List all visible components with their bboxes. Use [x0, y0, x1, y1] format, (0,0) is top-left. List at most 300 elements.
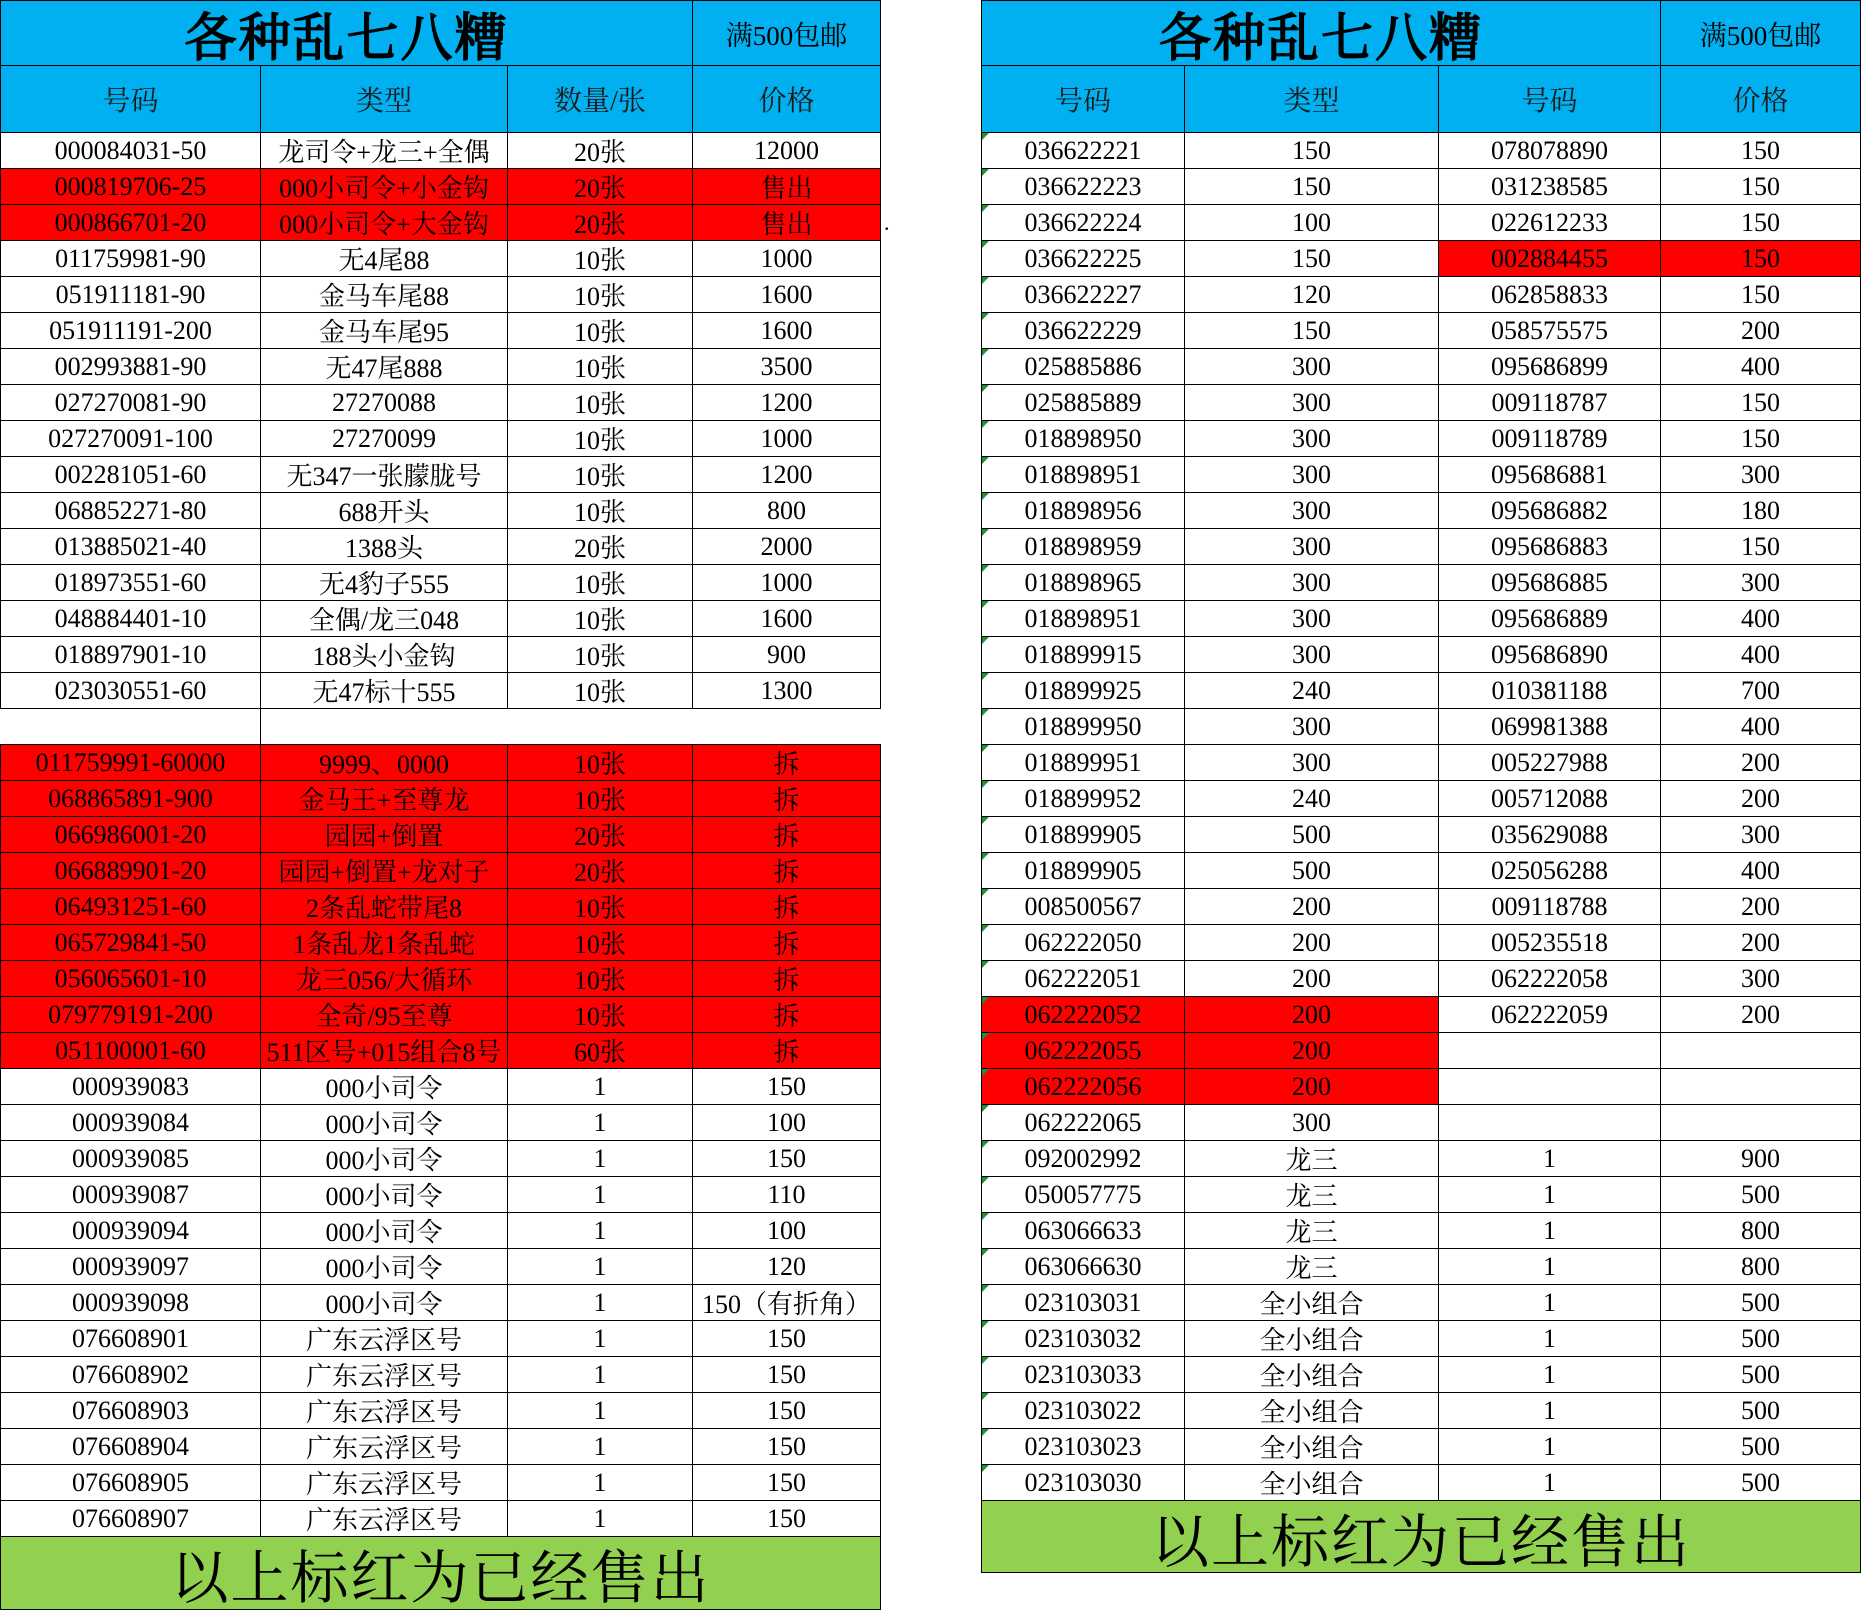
price-cell: 1000 — [693, 565, 881, 601]
quantity-cell: 20张 — [508, 817, 693, 853]
table-row — [981, 1141, 1861, 1177]
price-cell — [1661, 1105, 1861, 1141]
code-2-cell: 1 — [1439, 1429, 1661, 1465]
code-cell: 076608907 — [0, 1501, 261, 1537]
quantity-cell: 20张 — [508, 133, 693, 169]
code-2-cell: 1 — [1439, 1465, 1661, 1501]
code-cell: 079779191-200 — [0, 997, 261, 1033]
quantity-cell: 10张 — [508, 745, 693, 781]
price-cell: 拆 — [693, 1033, 881, 1069]
type-cell: 1388头 — [261, 529, 508, 565]
quantity-cell: 10张 — [508, 493, 693, 529]
table-row — [0, 493, 881, 529]
price-cell: 150 — [1661, 421, 1861, 457]
type-cell: 广东云浮区号 — [261, 1357, 508, 1393]
table-row — [981, 1177, 1861, 1213]
table-row — [0, 313, 881, 349]
code-cell: 051911191-200 — [0, 313, 261, 349]
price-cell: 150 — [1661, 385, 1861, 421]
price-cell: 1300 — [693, 673, 881, 709]
table-row — [0, 1285, 881, 1321]
price-cell: 900 — [693, 637, 881, 673]
header-code: 号码 — [0, 66, 261, 133]
quantity-cell: 1 — [508, 1105, 693, 1141]
type-cell: 300 — [1185, 745, 1439, 781]
table-row — [0, 1141, 881, 1177]
quantity-cell: 1 — [508, 1177, 693, 1213]
price-cell: 400 — [1661, 637, 1861, 673]
code-cell: 048884401-10 — [0, 601, 261, 637]
code-cell: 018898956 — [981, 493, 1185, 529]
table-row — [0, 1213, 881, 1249]
price-cell: 150 — [693, 1141, 881, 1177]
quantity-cell — [508, 709, 693, 745]
type-cell: 200 — [1185, 961, 1439, 997]
type-cell: 120 — [1185, 277, 1439, 313]
table-row — [0, 1429, 881, 1465]
table-row — [981, 385, 1861, 421]
sold-legend-footer: 以上标红为已经售出 — [981, 1501, 1861, 1573]
code-2-cell — [1439, 1069, 1661, 1105]
header-quantity: 数量/张 — [508, 66, 693, 133]
code-2-cell — [1439, 1033, 1661, 1069]
table-row — [981, 709, 1861, 745]
code-2-cell: 058575575 — [1439, 313, 1661, 349]
code-cell: 092002992 — [981, 1141, 1185, 1177]
table-row — [0, 385, 881, 421]
price-cell: 800 — [1661, 1249, 1861, 1285]
code-2-cell: 009118789 — [1439, 421, 1661, 457]
type-cell: 金马车尾95 — [261, 313, 508, 349]
code-cell: 023030551-60 — [0, 673, 261, 709]
table-row — [0, 817, 881, 853]
code-cell: 000939085 — [0, 1141, 261, 1177]
type-cell: 000小司令+小金钩 — [261, 169, 508, 205]
code-cell: 000939098 — [0, 1285, 261, 1321]
code-2-cell: 095686885 — [1439, 565, 1661, 601]
type-cell: 无47尾888 — [261, 349, 508, 385]
type-cell: 200 — [1185, 1069, 1439, 1105]
table-row — [981, 1393, 1861, 1429]
type-cell: 广东云浮区号 — [261, 1429, 508, 1465]
table-row — [981, 673, 1861, 709]
type-cell: 全偶/龙三048 — [261, 601, 508, 637]
code-cell: 025885889 — [981, 385, 1185, 421]
code-cell: 000939094 — [0, 1213, 261, 1249]
table-row — [0, 997, 881, 1033]
table-row — [0, 349, 881, 385]
price-cell: 100 — [693, 1213, 881, 1249]
type-cell: 300 — [1185, 1105, 1439, 1141]
table-row — [981, 1105, 1861, 1141]
code-2-cell: 095686883 — [1439, 529, 1661, 565]
price-cell: 800 — [693, 493, 881, 529]
table-row — [0, 781, 881, 817]
type-cell: 金马车尾88 — [261, 277, 508, 313]
type-cell: 150 — [1185, 313, 1439, 349]
table-row — [0, 601, 881, 637]
sold-legend-footer: 以上标红为已经售出 — [0, 1537, 881, 1610]
code-cell: 062222050 — [981, 925, 1185, 961]
code-cell: 062222055 — [981, 1033, 1185, 1069]
type-cell: 龙三 — [1185, 1177, 1439, 1213]
code-2-cell: 009118788 — [1439, 889, 1661, 925]
type-cell: 广东云浮区号 — [261, 1465, 508, 1501]
quantity-cell: 1 — [508, 1141, 693, 1177]
type-cell: 300 — [1185, 421, 1439, 457]
type-cell: 全小组合 — [1185, 1285, 1439, 1321]
price-cell: 400 — [1661, 601, 1861, 637]
type-cell: 300 — [1185, 349, 1439, 385]
code-cell: 027270081-90 — [0, 385, 261, 421]
header-code: 号码 — [981, 66, 1185, 133]
header-row — [981, 66, 1861, 133]
type-cell: 240 — [1185, 781, 1439, 817]
quantity-cell: 10张 — [508, 241, 693, 277]
table-row — [981, 961, 1861, 997]
table-body — [0, 133, 881, 1537]
price-cell: 400 — [1661, 709, 1861, 745]
type-cell: 2条乱蛇带尾8 — [261, 889, 508, 925]
type-cell: 188头小金钩 — [261, 637, 508, 673]
price-cell: 180 — [1661, 493, 1861, 529]
code-2-cell: 022612233 — [1439, 205, 1661, 241]
code-cell: 056065601-10 — [0, 961, 261, 997]
quantity-cell: 1 — [508, 1249, 693, 1285]
type-cell: 龙三 — [1185, 1141, 1439, 1177]
price-cell: 900 — [1661, 1141, 1861, 1177]
code-2-cell: 095686881 — [1439, 457, 1661, 493]
code-cell: 018899925 — [981, 673, 1185, 709]
quantity-cell: 20张 — [508, 169, 693, 205]
quantity-cell: 10张 — [508, 673, 693, 709]
table-row — [0, 1465, 881, 1501]
code-cell: 068865891-900 — [0, 781, 261, 817]
price-cell: 售出 — [693, 169, 881, 205]
price-cell: 拆 — [693, 889, 881, 925]
code-cell: 023103033 — [981, 1357, 1185, 1393]
table-row — [981, 637, 1861, 673]
code-cell: 013885021-40 — [0, 529, 261, 565]
code-cell: 000084031-50 — [0, 133, 261, 169]
table-row — [0, 1501, 881, 1537]
type-cell: 000小司令 — [261, 1213, 508, 1249]
quantity-cell: 10张 — [508, 781, 693, 817]
code-cell: 000939084 — [0, 1105, 261, 1141]
table-row — [0, 673, 881, 709]
header-price: 价格 — [1661, 66, 1861, 133]
type-cell: 000小司令 — [261, 1177, 508, 1213]
table-row — [981, 781, 1861, 817]
quantity-cell: 10张 — [508, 997, 693, 1033]
code-2-cell: 1 — [1439, 1177, 1661, 1213]
code-cell: 011759981-90 — [0, 241, 261, 277]
code-cell: 018898951 — [981, 601, 1185, 637]
type-cell: 300 — [1185, 601, 1439, 637]
code-cell: 050057775 — [981, 1177, 1185, 1213]
quantity-cell: 1 — [508, 1429, 693, 1465]
price-cell: 700 — [1661, 673, 1861, 709]
code-2-cell: 1 — [1439, 1285, 1661, 1321]
code-cell: 023103032 — [981, 1321, 1185, 1357]
type-cell: 龙三056/大循环 — [261, 961, 508, 997]
type-cell: 无4尾88 — [261, 241, 508, 277]
type-cell: 511区号+015组合8号 — [261, 1033, 508, 1069]
type-cell: 龙三 — [1185, 1249, 1439, 1285]
price-cell: 200 — [1661, 925, 1861, 961]
table-row — [0, 1321, 881, 1357]
sheet-title: 各种乱七八糟 — [981, 0, 1661, 66]
code-2-cell: 062222058 — [1439, 961, 1661, 997]
code-2-cell: 031238585 — [1439, 169, 1661, 205]
code-2-cell: 010381188 — [1439, 673, 1661, 709]
code-cell: 023103031 — [981, 1285, 1185, 1321]
type-cell: 广东云浮区号 — [261, 1321, 508, 1357]
type-cell: 100 — [1185, 205, 1439, 241]
code-cell: 018899905 — [981, 817, 1185, 853]
price-cell: 1200 — [693, 385, 881, 421]
type-cell: 300 — [1185, 493, 1439, 529]
quantity-cell: 1 — [508, 1393, 693, 1429]
code-cell: 051100001-60 — [0, 1033, 261, 1069]
price-cell: 500 — [1661, 1465, 1861, 1501]
table-row — [0, 1177, 881, 1213]
type-cell: 000小司令 — [261, 1105, 508, 1141]
code-cell: 011759991-60000 — [0, 745, 261, 781]
table-body — [981, 133, 1861, 1501]
table-row — [0, 1105, 881, 1141]
quantity-cell: 1 — [508, 1465, 693, 1501]
table-row — [981, 313, 1861, 349]
code-cell: 018899915 — [981, 637, 1185, 673]
table-row — [0, 1393, 881, 1429]
quantity-cell: 1 — [508, 1285, 693, 1321]
title-row — [981, 0, 1861, 66]
header-code-2: 号码 — [1439, 66, 1661, 133]
table-row — [0, 1033, 881, 1069]
code-2-cell: 095686889 — [1439, 601, 1661, 637]
code-cell: 018897901-10 — [0, 637, 261, 673]
price-cell: 300 — [1661, 961, 1861, 997]
table-row — [981, 421, 1861, 457]
code-cell: 076608903 — [0, 1393, 261, 1429]
price-cell: 150 — [1661, 241, 1861, 277]
price-cell: 110 — [693, 1177, 881, 1213]
type-cell: 园园+倒置 — [261, 817, 508, 853]
price-cell: 150 — [693, 1393, 881, 1429]
quantity-cell: 10张 — [508, 925, 693, 961]
code-cell: 018899950 — [981, 709, 1185, 745]
table-row — [0, 457, 881, 493]
header-price: 价格 — [693, 66, 881, 133]
code-2-cell: 1 — [1439, 1357, 1661, 1393]
sheet-title: 各种乱七八糟 — [0, 0, 693, 66]
code-cell: 018898950 — [981, 421, 1185, 457]
table-row — [981, 1249, 1861, 1285]
price-cell: 150 — [1661, 133, 1861, 169]
price-cell — [693, 709, 881, 745]
price-cell: 150 — [1661, 169, 1861, 205]
code-cell: 076608904 — [0, 1429, 261, 1465]
price-cell: 150 — [1661, 277, 1861, 313]
code-cell: 036622224 — [981, 205, 1185, 241]
code-2-cell: 1 — [1439, 1141, 1661, 1177]
code-2-cell: 009118787 — [1439, 385, 1661, 421]
price-cell: 500 — [1661, 1285, 1861, 1321]
quantity-cell: 20张 — [508, 205, 693, 241]
table-row — [981, 133, 1861, 169]
code-2-cell: 095686882 — [1439, 493, 1661, 529]
price-cell: 500 — [1661, 1177, 1861, 1213]
free-shipping-note: 满500包邮 — [1661, 0, 1861, 66]
code-2-cell: 095686899 — [1439, 349, 1661, 385]
price-cell: 1200 — [693, 457, 881, 493]
type-cell: 金马王+至尊龙 — [261, 781, 508, 817]
table-row — [981, 1069, 1861, 1105]
code-cell: 000939083 — [0, 1069, 261, 1105]
type-cell: 27270088 — [261, 385, 508, 421]
price-cell: 2000 — [693, 529, 881, 565]
table-row — [981, 277, 1861, 313]
type-cell: 无47标十555 — [261, 673, 508, 709]
header-type: 类型 — [261, 66, 508, 133]
quantity-cell: 1 — [508, 1213, 693, 1249]
code-cell: 064931251-60 — [0, 889, 261, 925]
table-row — [981, 349, 1861, 385]
type-cell: 300 — [1185, 565, 1439, 601]
type-cell: 300 — [1185, 637, 1439, 673]
type-cell: 240 — [1185, 673, 1439, 709]
quantity-cell: 10张 — [508, 421, 693, 457]
code-cell: 076608905 — [0, 1465, 261, 1501]
type-cell: 广东云浮区号 — [261, 1393, 508, 1429]
quantity-cell: 10张 — [508, 349, 693, 385]
code-cell: 018899905 — [981, 853, 1185, 889]
code-cell: 063066630 — [981, 1249, 1185, 1285]
type-cell: 200 — [1185, 925, 1439, 961]
code-2-cell: 005712088 — [1439, 781, 1661, 817]
title-row — [0, 0, 881, 66]
type-cell: 200 — [1185, 997, 1439, 1033]
type-cell: 000小司令+大金钩 — [261, 205, 508, 241]
price-cell: 120 — [693, 1249, 881, 1285]
price-cell: 200 — [1661, 745, 1861, 781]
code-2-cell: 035629088 — [1439, 817, 1661, 853]
quantity-cell: 10张 — [508, 457, 693, 493]
price-cell — [1661, 1069, 1861, 1105]
header-type: 类型 — [1185, 66, 1439, 133]
table-row — [981, 1465, 1861, 1501]
code-cell: 008500567 — [981, 889, 1185, 925]
price-cell: 拆 — [693, 817, 881, 853]
quantity-cell: 1 — [508, 1501, 693, 1537]
price-cell: 1600 — [693, 313, 881, 349]
price-cell: 1000 — [693, 421, 881, 457]
code-cell: 066986001-20 — [0, 817, 261, 853]
price-cell: 拆 — [693, 925, 881, 961]
price-cell: 500 — [1661, 1321, 1861, 1357]
table-row — [0, 1249, 881, 1285]
price-cell: 3500 — [693, 349, 881, 385]
price-cell: 拆 — [693, 781, 881, 817]
code-2-cell: 062222059 — [1439, 997, 1661, 1033]
code-2-cell: 005227988 — [1439, 745, 1661, 781]
type-cell: 150 — [1185, 133, 1439, 169]
price-cell: 拆 — [693, 961, 881, 997]
table-row — [0, 565, 881, 601]
code-2-cell: 095686890 — [1439, 637, 1661, 673]
price-cell: 150 — [693, 1429, 881, 1465]
code-cell: 000819706-25 — [0, 169, 261, 205]
code-cell: 002281051-60 — [0, 457, 261, 493]
code-cell: 062222052 — [981, 997, 1185, 1033]
type-cell: 园园+倒置+龙对子 — [261, 853, 508, 889]
quantity-cell: 10张 — [508, 889, 693, 925]
price-cell: 150 — [1661, 529, 1861, 565]
price-cell: 800 — [1661, 1213, 1861, 1249]
code-cell: 018899951 — [981, 745, 1185, 781]
price-cell: 200 — [1661, 889, 1861, 925]
table-row — [0, 529, 881, 565]
table-row — [981, 493, 1861, 529]
quantity-cell: 1 — [508, 1357, 693, 1393]
left-sheet — [0, 0, 881, 1610]
code-cell: 065729841-50 — [0, 925, 261, 961]
code-2-cell: 005235518 — [1439, 925, 1661, 961]
price-cell: 300 — [1661, 817, 1861, 853]
price-cell: 150 — [693, 1501, 881, 1537]
type-cell: 000小司令 — [261, 1141, 508, 1177]
code-2-cell: 078078890 — [1439, 133, 1661, 169]
type-cell: 688开头 — [261, 493, 508, 529]
code-2-cell: 1 — [1439, 1393, 1661, 1429]
code-cell: 000939087 — [0, 1177, 261, 1213]
type-cell: 300 — [1185, 385, 1439, 421]
table-row — [981, 817, 1861, 853]
price-cell: 300 — [1661, 565, 1861, 601]
type-cell: 广东云浮区号 — [261, 1501, 508, 1537]
type-cell: 300 — [1185, 457, 1439, 493]
table-row — [981, 853, 1861, 889]
type-cell: 000小司令 — [261, 1249, 508, 1285]
type-cell: 全奇/95至尊 — [261, 997, 508, 1033]
right-sheet — [981, 0, 1861, 1573]
type-cell: 全小组合 — [1185, 1357, 1439, 1393]
table-row — [0, 205, 881, 241]
table-row — [0, 1069, 881, 1105]
type-cell: 1条乱龙1条乱蛇 — [261, 925, 508, 961]
type-cell: 300 — [1185, 709, 1439, 745]
type-cell: 全小组合 — [1185, 1393, 1439, 1429]
code-cell: 000866701-20 — [0, 205, 261, 241]
price-cell: 1600 — [693, 601, 881, 637]
price-cell: 100 — [693, 1105, 881, 1141]
price-cell: 200 — [1661, 313, 1861, 349]
type-cell: 无347一张朦胧号 — [261, 457, 508, 493]
quantity-cell: 1 — [508, 1321, 693, 1357]
price-cell: 400 — [1661, 349, 1861, 385]
type-cell: 500 — [1185, 853, 1439, 889]
table-row — [0, 961, 881, 997]
table-row — [0, 925, 881, 961]
table-row — [981, 529, 1861, 565]
stray-mark: . — [884, 210, 890, 235]
price-cell: 500 — [1661, 1429, 1861, 1465]
code-2-cell: 062858833 — [1439, 277, 1661, 313]
table-row — [0, 241, 881, 277]
quantity-cell: 20张 — [508, 529, 693, 565]
quantity-cell: 60张 — [508, 1033, 693, 1069]
